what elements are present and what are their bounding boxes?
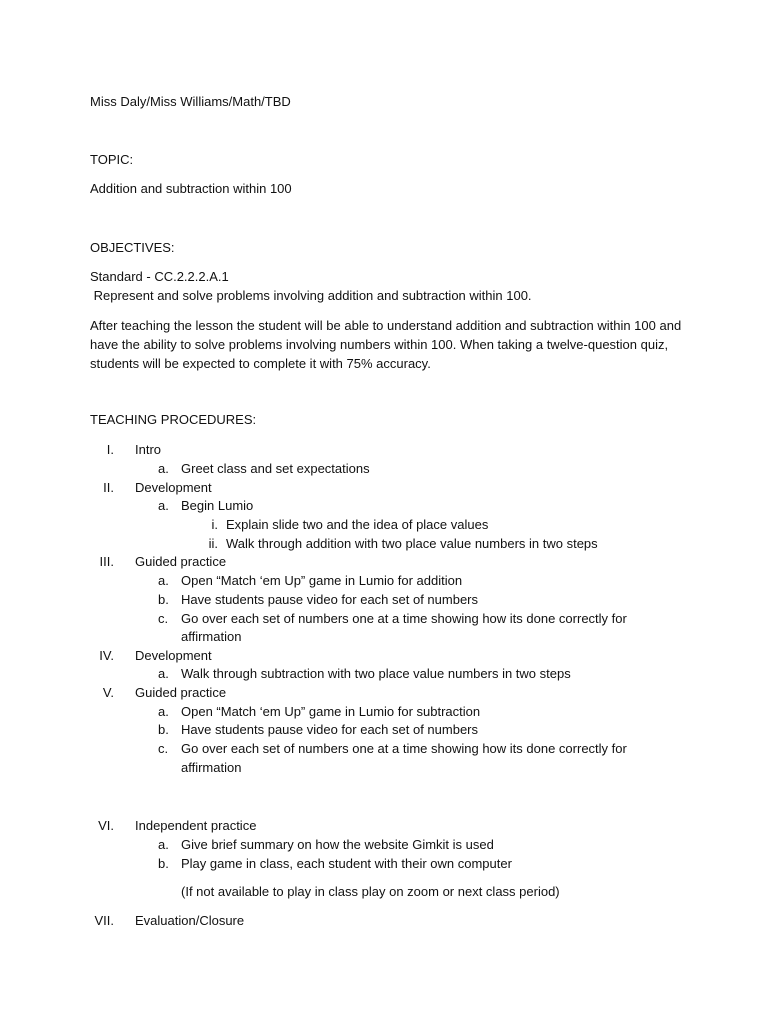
item-number: b.: [158, 722, 169, 737]
item-label: Walk through subtraction with two place value numbers in two steps: [181, 666, 571, 681]
item-label: Development: [135, 648, 212, 663]
item-label: Have students pause video for each set of numbers: [181, 592, 479, 607]
item-label-continuation: affirmation: [181, 760, 242, 775]
item-number: V.: [102, 685, 114, 700]
item-label: Development: [135, 480, 212, 495]
topic-text: Addition and subtraction within 100: [90, 181, 292, 196]
item-number: ii.: [208, 536, 218, 551]
item-number: a.: [158, 666, 169, 681]
item-label: Guided practice: [135, 685, 227, 700]
item-number: a.: [158, 837, 169, 852]
item-number: II.: [103, 480, 114, 495]
procedures-heading: TEACHING PROCEDURES:: [90, 412, 257, 427]
item-number: a.: [158, 704, 169, 719]
standard-description: Represent and solve problems involving addition and subtraction within 100.: [90, 288, 532, 303]
topic-heading: TOPIC:: [90, 152, 134, 167]
item-label: Guided practice: [135, 554, 227, 569]
item-label-continuation: affirmation: [181, 629, 242, 644]
item-number: c.: [158, 611, 169, 626]
item-number: a.: [158, 573, 169, 588]
item-number: b.: [158, 592, 169, 607]
objectives-paragraph: After teaching the lesson the student will be able to understand addition and subtraction within 100 and have the ability to solve problems involving numbers within 100. When taking a twelve-question quiz, students will be expected to complete it with 75% accuracy.: [90, 318, 682, 371]
item-number: i.: [211, 517, 218, 532]
item-note: (If not available to play in class play on zoom or next class period): [181, 884, 560, 899]
item-label: Play game in class, each student with their own computer: [181, 856, 512, 871]
item-number: I.: [106, 442, 114, 457]
item-label: Go over each set of numbers one at a time showing how its done correctly for: [181, 611, 627, 626]
item-number: b.: [158, 856, 169, 871]
item-label: Intro: [135, 442, 162, 457]
item-number: III.: [99, 554, 114, 569]
item-label: Give brief summary on how the website Gimkit is used: [181, 837, 494, 852]
item-number: VI.: [98, 818, 114, 833]
item-number: VII.: [94, 913, 114, 928]
item-number: a.: [158, 498, 169, 513]
item-label: Open “Match ‘em Up” game in Lumio for addition: [181, 573, 463, 588]
item-number: a.: [158, 461, 169, 476]
item-label: Greet class and set expectations: [181, 461, 370, 476]
item-label: Walk through addition with two place value numbers in two steps: [226, 536, 598, 551]
item-number: c.: [158, 741, 169, 756]
item-label: Evaluation/Closure: [135, 913, 245, 928]
item-label: Explain slide two and the idea of place values: [226, 517, 489, 532]
objectives-heading: OBJECTIVES:: [90, 240, 175, 255]
item-label: Begin Lumio: [181, 498, 254, 513]
standard-code: Standard - CC.2.2.2.A.1: [90, 269, 229, 284]
header-line: Miss Daly/Miss Williams/Math/TBD: [90, 94, 291, 109]
item-label: Open “Match ‘em Up” game in Lumio for subtraction: [181, 704, 481, 719]
item-number: IV.: [99, 648, 114, 663]
item-label: Independent practice: [135, 818, 257, 833]
item-label: Go over each set of numbers one at a time showing how its done correctly for: [181, 741, 627, 756]
item-label: Have students pause video for each set of numbers: [181, 722, 479, 737]
